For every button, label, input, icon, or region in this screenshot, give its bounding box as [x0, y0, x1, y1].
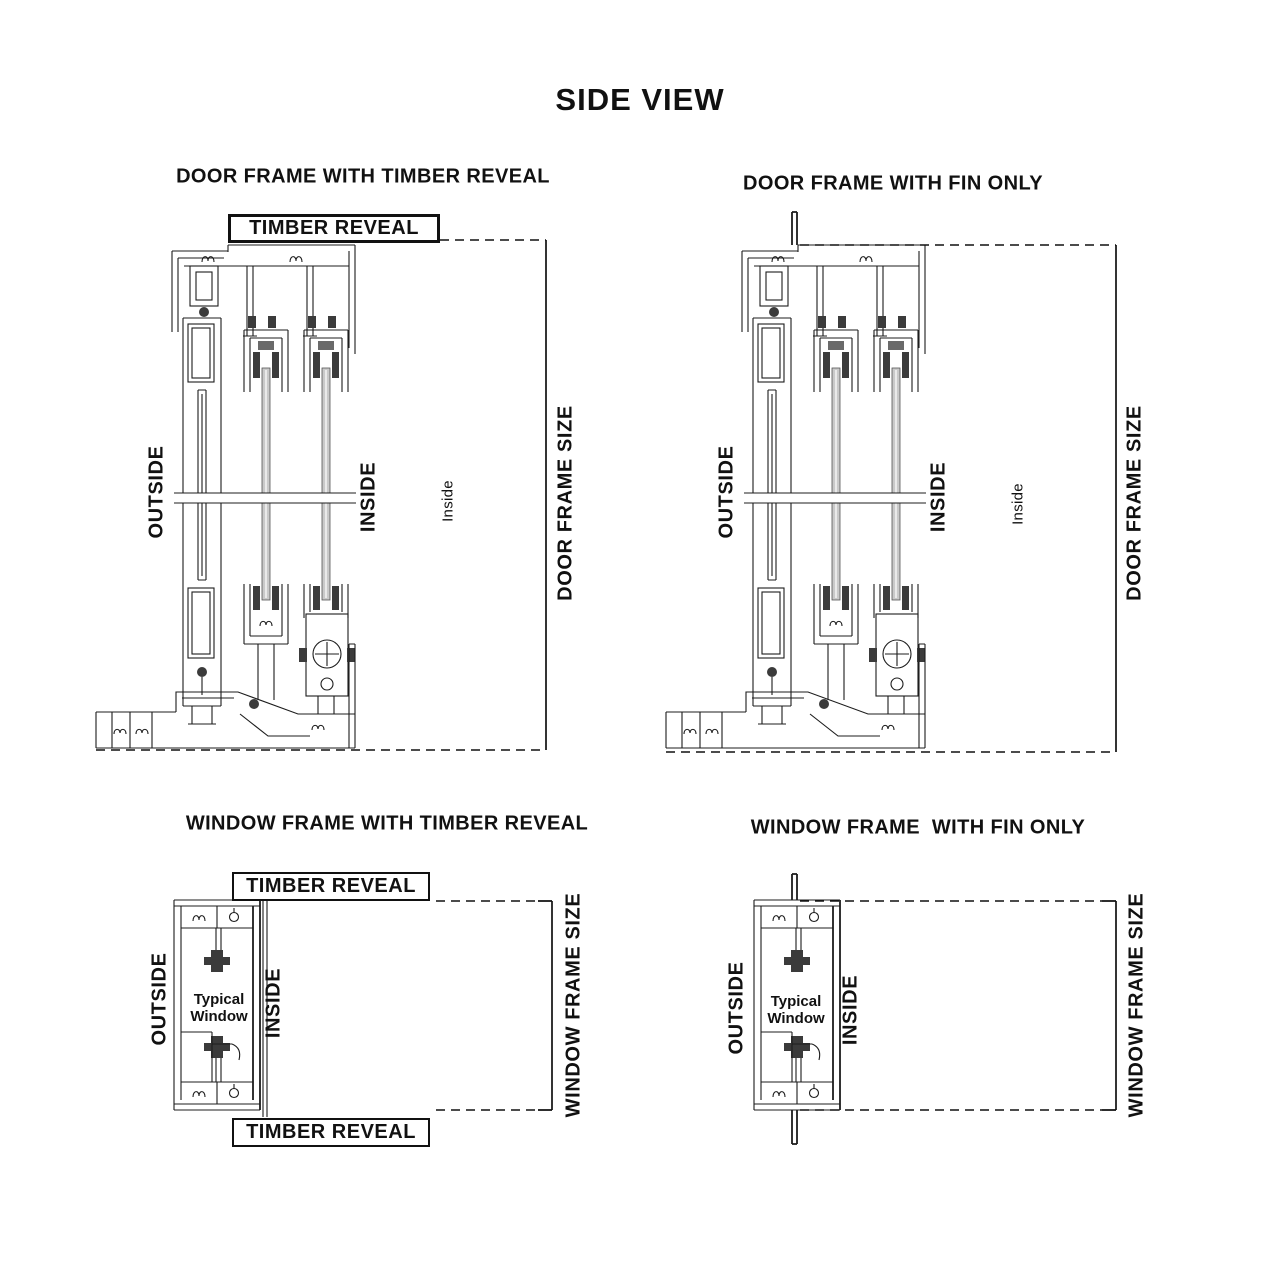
door-fin-outside-label: OUTSIDE	[715, 445, 738, 539]
window-timber-title: WINDOW FRAME WITH TIMBER REVEAL	[185, 812, 589, 835]
door-timber-inside-label: INSIDE	[357, 461, 380, 533]
timber-reveal-box-window-top	[232, 872, 430, 901]
door-timber-inside-small-label: Inside	[439, 480, 457, 522]
timber-reveal-box-window-bottom	[232, 1118, 430, 1147]
door-fin-dimension-label: DOOR FRAME SIZE	[1123, 405, 1146, 601]
window-timber-typical-window-label: Typical Window	[190, 990, 248, 1025]
timber-reveal-label: TIMBER REVEAL	[246, 1121, 416, 1143]
window-fin-typical-window-label: Typical Window	[767, 992, 825, 1027]
door-fin-title: DOOR FRAME WITH FIN ONLY	[743, 172, 1043, 195]
page-title: SIDE VIEW	[555, 82, 725, 117]
window-timber-inside-label: INSIDE	[262, 967, 285, 1039]
timber-reveal-label: TIMBER REVEAL	[246, 875, 416, 897]
door-fin-inside-label: INSIDE	[927, 461, 950, 533]
window-fin-outside-label: OUTSIDE	[725, 961, 748, 1055]
door-timber-dimension-label: DOOR FRAME SIZE	[554, 405, 577, 601]
door-timber-title: DOOR FRAME WITH TIMBER REVEAL	[176, 165, 550, 188]
window-timber-dimension-label: WINDOW FRAME SIZE	[562, 892, 585, 1118]
window-fin-title: WINDOW FRAME WITH FIN ONLY	[750, 816, 1086, 839]
door-timber-outside-label: OUTSIDE	[145, 445, 168, 539]
timber-reveal-box-door	[228, 214, 440, 243]
window-fin-inside-label: INSIDE	[839, 974, 862, 1046]
window-fin-dimension-label: WINDOW FRAME SIZE	[1125, 892, 1148, 1118]
timber-reveal-label: TIMBER REVEAL	[249, 217, 419, 239]
window-timber-outside-label: OUTSIDE	[148, 952, 171, 1046]
door-fin-inside-small-label: Inside	[1009, 483, 1027, 525]
